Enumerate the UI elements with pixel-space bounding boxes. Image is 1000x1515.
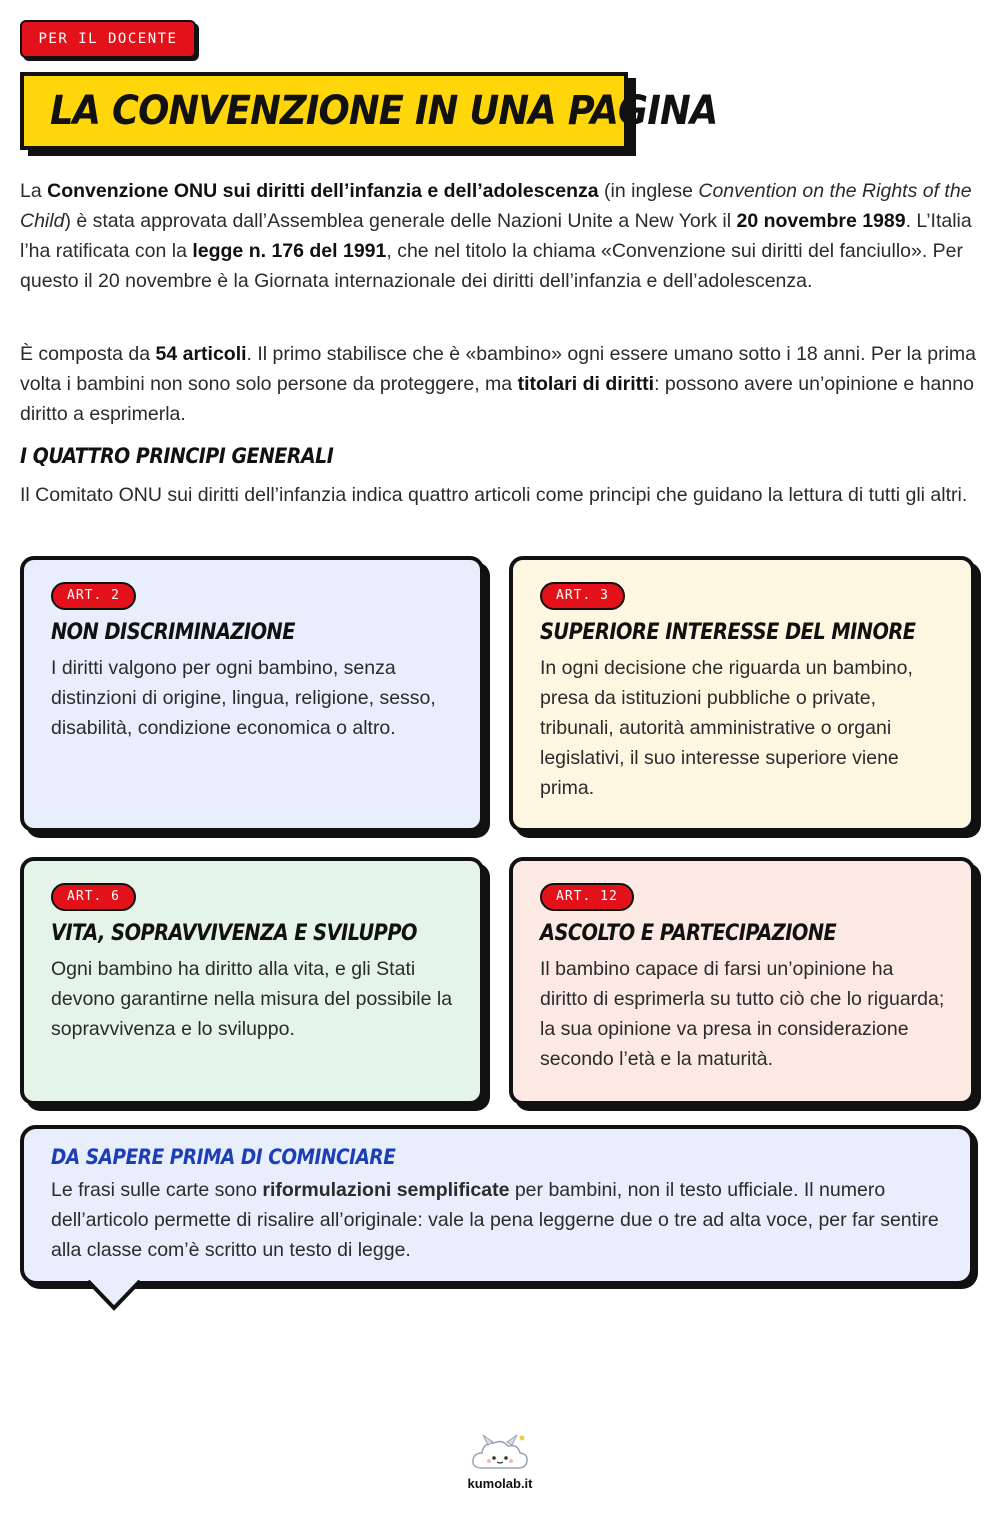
intro-text: (in inglese bbox=[598, 180, 699, 202]
principle-card-art-6 bbox=[20, 857, 484, 1105]
principle-card-art-2 bbox=[20, 556, 484, 832]
article-badge: ART. 3 bbox=[540, 582, 625, 610]
principles-heading: I QUATTRO PRINCIPI GENERALI bbox=[20, 444, 334, 468]
note-speech-bubble bbox=[20, 1125, 974, 1285]
intro-italic: Convention on the Rights of the Child bbox=[20, 180, 972, 232]
intro-text: La bbox=[20, 180, 48, 202]
note-text bbox=[51, 1175, 942, 1265]
intro-paragraph-1 bbox=[20, 176, 980, 296]
site-name: kumolab.it bbox=[467, 1476, 533, 1491]
intro-paragraph-2 bbox=[20, 339, 980, 429]
intro-text: . Il primo stabilisce che è «bambino» ogni essere umano sotto i 18 anni. Per la prima volta i bambini non sono solo persone da proteggere, ma bbox=[20, 343, 977, 395]
note-text-part: Le frasi sulle carte sono bbox=[51, 1179, 263, 1201]
principle-card-art-3 bbox=[509, 556, 975, 832]
intro-bold: titolari di diritti bbox=[517, 373, 655, 395]
principles-intro: Il Comitato ONU sui diritti dell’infanzia indica quattro articoli come principi che guidano la lettura di tutti gli altri. bbox=[20, 484, 968, 506]
intro-text: : possono avere un’opinione e hanno diritto a esprimerla. bbox=[20, 373, 974, 425]
teacher-badge: PER IL DOCENTE bbox=[20, 20, 196, 58]
intro-bold: legge n. 176 del 1991 bbox=[192, 240, 387, 262]
principle-text: In ogni decisione che riguarda un bambino, presa da istituzioni pubbliche o private, tribunali, autorità amministrative o organi legislativi, il suo interesse superiore viene prima. bbox=[540, 657, 913, 799]
intro-bold: 54 articoli bbox=[155, 343, 247, 365]
speech-bubble-tail bbox=[86, 1280, 142, 1314]
intro-text: , che nel titolo la chiama «Convenzione sui diritti del fanciullo». Per questo il 20 novembre è la Giornata internazionale dei diritti dell’infanzia e dell’adolescenza. bbox=[20, 240, 964, 292]
article-badge: ART. 12 bbox=[540, 883, 634, 911]
note-heading: DA SAPERE PRIMA DI COMINCIARE bbox=[51, 1145, 396, 1169]
principle-text: I diritti valgono per ogni bambino, senza distinzioni di origine, lingua, religione, sesso, disabilità, condizione economica o altro. bbox=[51, 657, 436, 739]
title-banner bbox=[20, 72, 718, 150]
cloud-icon bbox=[468, 1430, 532, 1474]
principle-text: Il bambino capace di farsi un’opinione ha diritto di esprimerla su tutto ciò che lo riguarda; la sua opinione va presa in considerazione secondo l’età e la maturità. bbox=[540, 958, 945, 1070]
article-badge: ART. 6 bbox=[51, 883, 136, 911]
intro-text: . L’Italia l’ha ratificata con la bbox=[20, 210, 972, 262]
page-title: LA CONVENZIONE IN UNA PAGINA bbox=[50, 88, 718, 134]
principle-title: VITA, SOPRAVVIVENZA E SVILUPPO bbox=[51, 921, 417, 946]
intro-text: ) è stata approvata dall’Assemblea generale delle Nazioni Unite a New York il bbox=[64, 210, 737, 232]
intro-bold: 20 novembre 1989 bbox=[736, 210, 906, 232]
intro-bold: Convenzione ONU sui diritti dell’infanzia e dell’adolescenza bbox=[47, 180, 599, 202]
note-bold: riformulazioni semplificate bbox=[262, 1179, 510, 1201]
principle-title: SUPERIORE INTERESSE DEL MINORE bbox=[540, 620, 916, 645]
note-text-part: per bambini, non il testo ufficiale. Il numero dell’articolo permette di risalire all’originale: vale la pena leggerne due o tre ad alta voce, per far sentire alla classe com’è scritto un testo di legge. bbox=[51, 1179, 939, 1261]
intro-text: È composta da bbox=[20, 343, 156, 365]
article-badge: ART. 2 bbox=[51, 582, 136, 610]
principle-text: Ogni bambino ha diritto alla vita, e gli Stati devono garantirne nella misura del possibile la sopravvivenza e lo sviluppo. bbox=[51, 958, 453, 1040]
principle-title: NON DISCRIMINAZIONE bbox=[51, 620, 295, 645]
principle-title: ASCOLTO E PARTECIPAZIONE bbox=[540, 921, 837, 946]
principle-card-art-12 bbox=[509, 857, 975, 1105]
footer bbox=[0, 1430, 1000, 1491]
